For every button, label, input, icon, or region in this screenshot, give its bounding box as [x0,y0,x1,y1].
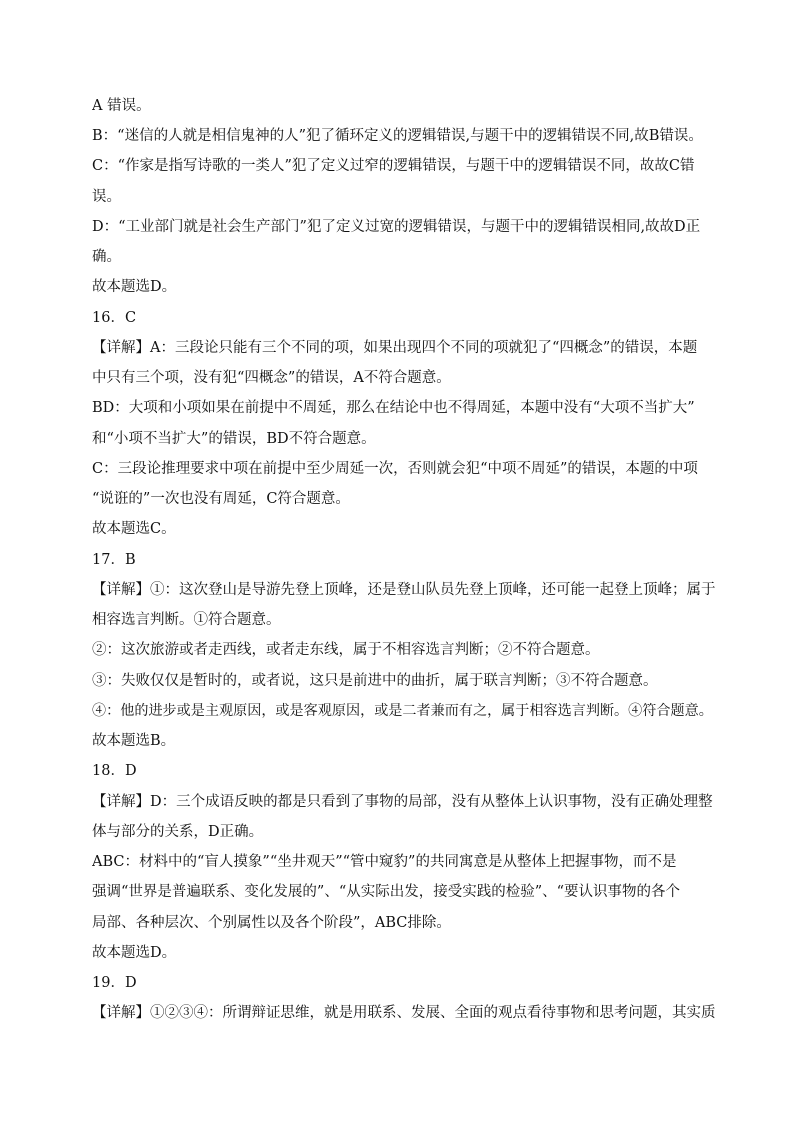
text-line: ④：他的进步或是主观原因，或是客观原因，或是二者兼而有之，属于相容选言判断。④符合题意。 [92,703,713,719]
text-line: “说诳的”一次也没有周延，C符合题意。 [92,491,350,507]
text-line: 相容选言判断。①符合题意。 [92,612,281,628]
text-line: 确。 [92,249,121,265]
text-line: 故本题选D。 [92,279,177,295]
question-number-19: 19．D [92,975,137,991]
text-line: ③：失败仅仅是暂时的，或者说，这只是前进中的曲折，属于联言判断；③不符合题意。 [92,673,658,689]
text-line: 故本题选D。 [92,945,177,961]
text-line: 强调“世界是普遍联系、变化发展的”、“从实际出发，接受实践的检验”、“要认识事物的各个 [92,884,681,900]
text-line: 故本题选C。 [92,521,176,537]
text-line: ②：这次旅游或者走西线，或者走东线，属于不相容选言判断；②不符合题意。 [92,642,600,658]
text-line: C：“作家是指写诗歌的一类人”犯了定义过窄的逻辑错误，与题干中的逻辑错误不同，故故C错 [92,158,695,174]
text-line: 中只有三个项，没有犯“四概念”的错误，A不符合题意。 [92,370,451,386]
text-line: 局部、各种层次、个别属性以及各个阶段”，ABC排除。 [92,915,451,931]
text-line: B：“迷信的人就是相信鬼神的人”犯了循环定义的逻辑错误,与题干中的逻辑错误不同,故B错误。 [92,128,703,144]
text-line: 【详解】①：这次登山是导游先登上顶峰，还是登山队员先登上顶峰，还可能一起登上顶峰；属于 [92,582,716,598]
text-line: 故本题选B。 [92,733,176,749]
text-line: D：“工业部门就是社会生产部门”犯了定义过宽的逻辑错误，与题干中的逻辑错误相同,故故D正 [92,219,701,235]
text-line: BD：大项和小项如果在前提中不周延，那么在结论中也不得周延，本题中没有“大项不当扩大” [92,400,695,416]
question-number-16: 16．C [92,310,137,326]
text-line: C：三段论推理要求中项在前提中至少周延一次，否则就会犯“中项不周延”的错误，本题的中项 [92,461,698,477]
text-line: 【详解】A：三段论只能有三个不同的项，如果出现四个不同的项就犯了“四概念”的错误，本题 [92,340,698,356]
text-line: 【详解】①②③④：所谓辩证思维，就是用联系、发展、全面的观点看待事物和思考问题，其实质 [92,1005,716,1021]
text-line: ABC：材料中的“盲人摸象”“坐井观天”“管中窥豹”的共同寓意是从整体上把握事物，而不是 [92,854,677,870]
text-line: 体与部分的关系，D正确。 [92,824,264,840]
question-number-17: 17．B [92,552,136,568]
question-number-18: 18．D [92,763,137,779]
text-line: 误。 [92,189,121,205]
text-line: 【详解】D：三个成语反映的都是只看到了事物的局部，没有从整体上认识事物，没有正确处理整 [92,794,713,810]
text-line: A 错误。 [92,98,151,114]
text-line: 和“小项不当扩大”的错误，BD不符合题意。 [92,431,376,447]
